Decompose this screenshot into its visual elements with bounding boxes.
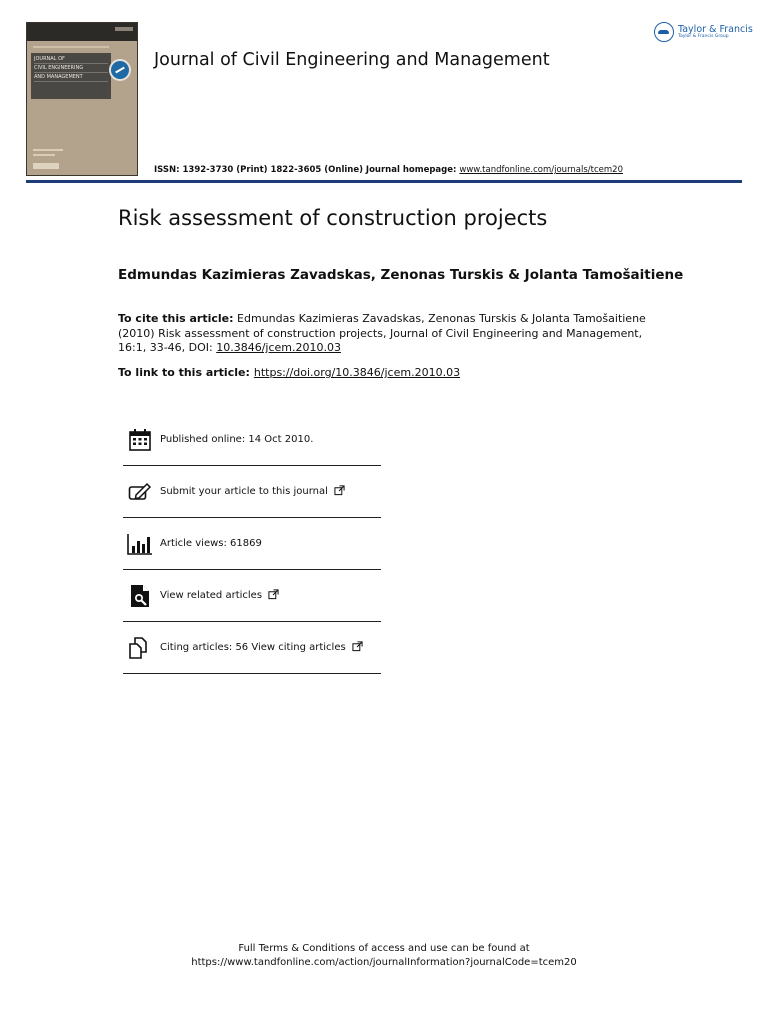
copy-documents-icon xyxy=(127,635,153,661)
related-articles-link[interactable]: View related articles xyxy=(160,590,263,601)
published-online-row xyxy=(123,414,381,466)
submit-article-row[interactable] xyxy=(123,466,381,518)
article-authors: Edmundas Kazimieras Zavadskas, Zenonas Turskis & Jolanta Tamošaitiene xyxy=(118,267,684,283)
terms-url[interactable]: https://www.tandfonline.com/action/journalInformation?journalCode=tcem20 xyxy=(191,957,577,968)
citing-articles-link[interactable]: Citing articles: 56 View citing articles xyxy=(160,642,346,653)
submit-article-link[interactable]: Submit your article to this journal xyxy=(160,486,328,497)
edit-pencil-icon xyxy=(127,479,153,505)
publisher-logo-icon xyxy=(654,22,674,42)
publisher-logo-name: Taylor & Francis xyxy=(678,23,753,35)
citing-articles-row[interactable] xyxy=(123,622,381,674)
article-doi-link[interactable]: https://doi.org/10.3846/jcem.2010.03 xyxy=(253,366,461,379)
cover-title-line: AND MANAGEMENT xyxy=(34,73,108,82)
related-articles-row[interactable] xyxy=(123,570,381,622)
document-search-icon xyxy=(127,583,153,609)
terms-line: Full Terms & Conditions of access and use can be found at xyxy=(238,943,530,954)
issn-text: ISSN: 1392-3730 (Print) 1822-3605 (Online) Journal homepage: xyxy=(154,165,460,175)
article-views-row xyxy=(123,518,381,570)
article-title: Risk assessment of construction projects xyxy=(118,206,548,230)
cover-title-box xyxy=(31,53,111,99)
journal-title: Journal of Civil Engineering and Management xyxy=(154,50,550,70)
cover-seal-icon xyxy=(109,59,131,81)
cover-title-line: CIVIL ENGINEERING xyxy=(34,64,108,73)
cover-title-line: JOURNAL OF xyxy=(34,55,108,64)
cover-top-band xyxy=(27,23,137,41)
issn-line xyxy=(154,165,623,175)
header-divider xyxy=(26,180,742,183)
article-views-text: Article views: 61869 xyxy=(160,538,262,549)
link-label: To link to this article: xyxy=(118,366,250,379)
external-link-icon xyxy=(334,485,345,499)
cite-doi-link[interactable]: 10.3846/jcem.2010.03 xyxy=(216,341,341,354)
bar-chart-icon xyxy=(127,531,153,557)
terms-footer xyxy=(0,942,768,970)
external-link-icon xyxy=(352,641,363,655)
journal-homepage-link[interactable]: www.tandfonline.com/journals/tcem20 xyxy=(459,165,623,175)
cite-text: Edmundas Kazimieras Zavadskas, Zenonas Turskis & Jolanta Tamošaitiene (2010) Risk assessment of construction projects, Journal of Civil Engineering and Management, 16:1, 33-46, DOI: xyxy=(118,312,646,354)
cite-label: To cite this article: xyxy=(118,312,234,325)
external-link-icon xyxy=(268,589,279,603)
publisher-logo-sub: Taylor & Francis Group xyxy=(678,33,729,39)
published-online-text: Published online: 14 Oct 2010. xyxy=(160,434,314,445)
citation-block xyxy=(118,312,658,356)
calendar-icon xyxy=(127,427,153,453)
article-info-list xyxy=(123,414,381,674)
article-link-line xyxy=(118,366,460,379)
journal-cover-image xyxy=(26,22,138,176)
publisher-logo[interactable] xyxy=(654,22,753,42)
